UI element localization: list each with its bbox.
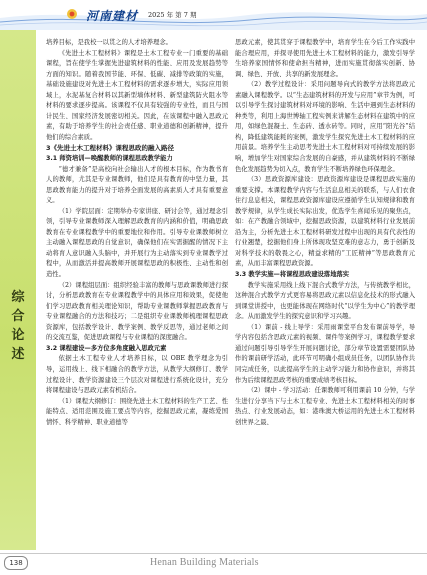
- paragraph: （1）学院层面：定期举办专家讲座、研讨会等，通过理念引领，引导专业课教师深入理解思政教育的内涵和价值，明确思政教育在专业课程教学中的重要地位和作用。引导专业课教师树立主动融入课程思政的自觉意识，确保他们在实需掘醒的情况下主动将育人意识融入头脑中，并开展行为主动落实到专业课教学过程中，从而激活并提高教师开展课程思政的积极性、主动性和创造性。: [46, 207, 228, 279]
- paragraph: 思政元素，使其贯穿于课程教学中，培育学生在今后工作实践中能合理应用，并探寻使用先进土木工程材料的能力，激发引导学生培养家国情怀和使命担当精神，进而实施贯彻落实创新、协调、绿色、开放、共享的新发展理念。: [235, 39, 415, 78]
- paragraph: 《先进土木工程材料》课程是土木工程专业一门重要的基础课程，旨在使学生掌握先进建筑材料的性能、应用及发展趋势等方面的知识。随着我国节能、环保、低碳、减排等政策的实施，基础设施建设对先进土木工程材料的需求逐步增大，实际应用领域上，水泥基复合材料以其新型墙体材料、新型建筑防火阻水等材料的要求逐步提高。该课程不仅具有较强的专业性，而且与国计民生、国家经济发展密切相关。因此，在该课程中融入思政元素，有助于培养学生的社会责任感、职业道德和创新精神，提升他们的综合素质。: [46, 49, 228, 141]
- paragraph: 教学实施采用线上线下混合式教学方法，与传统教学相比，这种混合式教学方式更容易将思政元素以信息化技术的形式融入到课堂讲授中，也更能体现在网络时代“以学生为中心”的教学理念。从而激发学生的探究意识和学习兴趣。: [235, 281, 415, 321]
- footer-divider: [0, 553, 427, 554]
- subsection-heading: 3.1 师资培训—唤醒教师的课程思政教学能力: [46, 155, 173, 163]
- section-sidebar: [0, 30, 36, 550]
- header-wave-decoration: [0, 0, 427, 30]
- paragraph: （2）课程组层面：组织经验丰富的教师与思政课教师进行探讨，分析思政教育在专业课程教学中的具体应用和效果，促使他们学习思政教育相关理论知识，帮助专业课教师掌握思政教育与专业课程融合的方法和技巧；二是组织专业课教师梳理课程思政资源库，包括教学设计、教学案例、教学反思等，通过老师之间的交流互鉴，促进思政课程与专业课程的深度融合。: [46, 281, 228, 342]
- magazine-title: 河南建材: [86, 9, 139, 23]
- section-label: 综合论述: [11, 290, 25, 362]
- paragraph: （3）思政资源库建设：思政资源库建设是课程思政实施的重要支撑。本课程教学内容与生活息息相关的联系，与人们衣食住行息息相关，课程思政资源库建设应遵循学生认知规律和教育教学规律，从学生成长实际出发，优选学生喜闻乐见的聚焦点，如：在产教融合领域中，挖掘思政资源，以建筑材料行业发展前沿为主，分析先进土木工程材料研发过程中出现的具有代表性的行业翘楚，挖掘他们身上所体现攻坚克难的意志力，勇于创新及对科学技术的敬畏之心，精益求精的“工匠精神”等思政教育元素，从而丰富课程思政资源。: [235, 176, 415, 268]
- article-column-right: [235, 38, 415, 548]
- paragraph: “德才兼备”是高校向社会输出人才的根本目标，作为教书育人的教师，尤其是专业课教师，他们是具有教育的中坚力量，其思政教育能力的提升对于培养全面发展的高素质人才具有重要意义。: [46, 165, 228, 205]
- page-header: [0, 0, 427, 30]
- paragraph: 依据土木工程专业人才培养目标，以 OBE 教学理念为引导，运用线上、线下相融合的教学方法，从教学大纲修订、教学过程设计、教学资源建设三个层次对课程进行系统化设计，充分将课程建设与思政元素有机结合。: [46, 355, 228, 395]
- issue-label: 2025 年 第 7 期: [148, 11, 197, 19]
- page-number: 138: [4, 556, 28, 570]
- subsection-heading: 3.3 教学实施—将课程思政建设落地落实: [235, 271, 350, 279]
- paragraph: （2）教学过程设计：采用问题导向式的教学方法将思政元素融入课程教学。以“生态建筑材料的开发与应用”章节为例，可以引导学生探讨建筑材料对环境的影响、生活中遇到生态材料的种类等，利用上海世博轴工程实例来讲解生态材料在建筑中的应用，如绿色混凝土、生态砖、透水砖等。同时，应用“阳光谷”结构，降低建筑能耗的案例，激发学生探究先进土木工程材料的应用前景。培养学生主动思考先进土木工程材料对可持续发展的影响，增加学生对国家综合发展的自豪感，并从建筑材料的不断绿色化发展趋势为切入点，教育学生不断培养绿色环保理念。: [235, 81, 415, 173]
- paragraph: （2）课中 - 学习活动：任课教师可利用课前 10 分钟，与学生进行分享当下与土木工程专业、先进土木工程材料相关的时事热点、行业发展动态，如：港珠澳大桥运用的先进土木工程材料创世界之最、: [235, 387, 415, 426]
- publication-name: Henan Building Materials: [150, 557, 259, 568]
- subsection-heading: 3.2 课程建设—多方位多角度融入思政元素: [46, 344, 167, 352]
- section-heading: 3《先进土木工程材料》课程思政的融入路径: [46, 144, 175, 153]
- paragraph: 培养目标，是我校一以贯之的人才培养理念。: [46, 39, 172, 46]
- article-column-left: [46, 38, 228, 548]
- paragraph: （1）课程大纲修订：围绕先进土木工程材料的生产工艺、性能特点、适用范围及施工要点等内容，挖掘思政元素，凝练爱国情怀、科学精神、职业道德等: [46, 397, 228, 426]
- paragraph: （1）课前 - 线上导学：采用雨课堂平台发布课前导学，导学内容包括含思政元素的视频、课件等案例学习，课程教学要求通过问题引导引导学生开展问题讨论，部分章节设置需要团队协作的课前研学活动，此环节可明确小组成员任务，以团队协作共同完成任务，以此提高学生的主动学习能力和协作意识，并将其作为后续课程思政考核的重要成绩考核目标。: [235, 323, 415, 384]
